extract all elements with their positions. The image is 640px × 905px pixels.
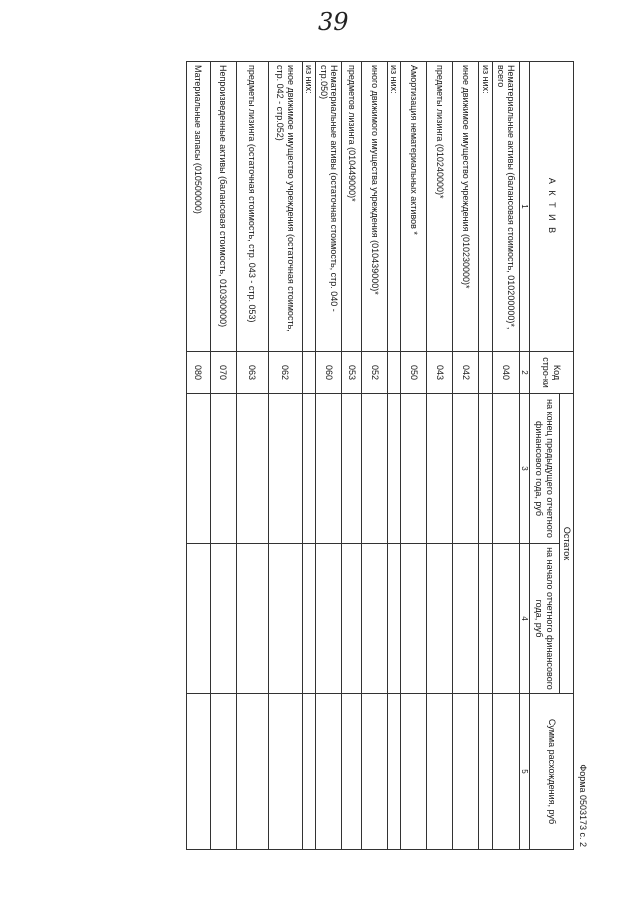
row-label: Непроизведенные активы (балансовая стоимость, 010300000) xyxy=(210,62,236,352)
value-start-year xyxy=(316,544,342,694)
col-number-3: 3 xyxy=(519,394,529,544)
value-start-year xyxy=(492,544,519,694)
value-sum-diff xyxy=(342,694,362,850)
col-number-2: 2 xyxy=(519,352,529,394)
value-start-year xyxy=(362,544,388,694)
header-end-prev-year: на конец предыдущего отчетного финансового года, руб xyxy=(530,394,560,544)
row-code: 042 xyxy=(453,352,479,394)
row-label: предметов лизинга (010449000)* xyxy=(342,62,362,352)
value-sum-diff xyxy=(479,694,492,850)
value-end-prev xyxy=(186,394,210,544)
value-start-year xyxy=(401,544,427,694)
value-start-year xyxy=(342,544,362,694)
value-sum-diff xyxy=(362,694,388,850)
value-end-prev xyxy=(479,394,492,544)
value-start-year xyxy=(268,544,302,694)
value-start-year xyxy=(302,544,315,694)
row-code: 052 xyxy=(362,352,388,394)
balance-table xyxy=(186,61,574,850)
value-end-prev xyxy=(236,394,268,544)
value-end-prev xyxy=(268,394,302,544)
value-start-year xyxy=(210,544,236,694)
value-end-prev xyxy=(401,394,427,544)
col-number-5: 5 xyxy=(519,694,529,850)
table-row xyxy=(186,62,210,850)
value-end-prev xyxy=(427,394,453,544)
row-label: иного движимого имущества учреждения (010439000)* xyxy=(362,62,388,352)
row-code: 063 xyxy=(236,352,268,394)
row-code: 053 xyxy=(342,352,362,394)
row-code: 050 xyxy=(401,352,427,394)
value-sum-diff xyxy=(236,694,268,850)
value-start-year xyxy=(186,544,210,694)
table-row xyxy=(492,62,519,850)
row-label: из них: xyxy=(479,62,492,352)
row-label: Нематериальные активы (балансовая стоимость, 010200000)*, всего xyxy=(492,62,519,352)
value-end-prev xyxy=(362,394,388,544)
row-label: из них: xyxy=(302,62,315,352)
table-row xyxy=(479,62,492,850)
row-label: Нематериальные активы (остаточная стоимость, стр. 040 - стр.050) xyxy=(316,62,342,352)
value-end-prev xyxy=(316,394,342,544)
value-sum-diff xyxy=(401,694,427,850)
table-row xyxy=(316,62,342,850)
value-sum-diff xyxy=(268,694,302,850)
value-sum-diff xyxy=(492,694,519,850)
row-code xyxy=(302,352,315,394)
value-end-prev xyxy=(302,394,315,544)
row-code: 043 xyxy=(427,352,453,394)
table-row xyxy=(362,62,388,850)
table-row xyxy=(268,62,302,850)
table-row xyxy=(401,62,427,850)
value-end-prev xyxy=(388,394,401,544)
value-start-year xyxy=(453,544,479,694)
table-row xyxy=(210,62,236,850)
rotated-form xyxy=(140,55,590,855)
row-code: 080 xyxy=(186,352,210,394)
row-label: из них: xyxy=(388,62,401,352)
row-code: 040 xyxy=(492,352,519,394)
row-code: 062 xyxy=(268,352,302,394)
col-number-4: 4 xyxy=(519,544,529,694)
value-end-prev xyxy=(492,394,519,544)
row-label: иное движимое имущество учреждения (010230000)* xyxy=(453,62,479,352)
value-sum-diff xyxy=(302,694,315,850)
row-code xyxy=(479,352,492,394)
table-row xyxy=(236,62,268,850)
col-number-1: 1 xyxy=(519,62,529,352)
row-label: иное движимое имущество учреждения (остаточная стоимость, стр. 042 - стр.052) xyxy=(268,62,302,352)
value-start-year xyxy=(236,544,268,694)
row-code xyxy=(388,352,401,394)
row-label: Материальные запасы (010500000) xyxy=(186,62,210,352)
value-sum-diff xyxy=(427,694,453,850)
value-sum-diff xyxy=(210,694,236,850)
value-sum-diff xyxy=(316,694,342,850)
value-end-prev xyxy=(342,394,362,544)
value-start-year xyxy=(479,544,492,694)
value-start-year xyxy=(388,544,401,694)
table-row xyxy=(342,62,362,850)
header-start-year: на начало отчетного финансового года, руб xyxy=(530,544,560,694)
table-row xyxy=(302,62,315,850)
header-aktiv: А К Т И В xyxy=(530,62,574,352)
row-code: 060 xyxy=(316,352,342,394)
row-code: 070 xyxy=(210,352,236,394)
header-code: Код стро-ки xyxy=(530,352,574,394)
row-label: предметы лизинга (остаточная стоимость, стр. 043 - стр. 053) xyxy=(236,62,268,352)
table-row xyxy=(453,62,479,850)
row-label: предметы лизинга (010240000)* xyxy=(427,62,453,352)
table-row xyxy=(388,62,401,850)
header-sum-diff: Сумма расхождения, руб xyxy=(530,694,574,850)
header-ostatok: Остаток xyxy=(560,394,574,694)
page-number: 39 xyxy=(318,8,349,36)
value-start-year xyxy=(427,544,453,694)
value-sum-diff xyxy=(453,694,479,850)
row-label: Амортизация нематериальных активов * xyxy=(401,62,427,352)
value-sum-diff xyxy=(388,694,401,850)
form-code: Форма 0503173 с. 2 xyxy=(578,764,588,847)
value-end-prev xyxy=(453,394,479,544)
value-sum-diff xyxy=(186,694,210,850)
value-end-prev xyxy=(210,394,236,544)
table-row xyxy=(427,62,453,850)
